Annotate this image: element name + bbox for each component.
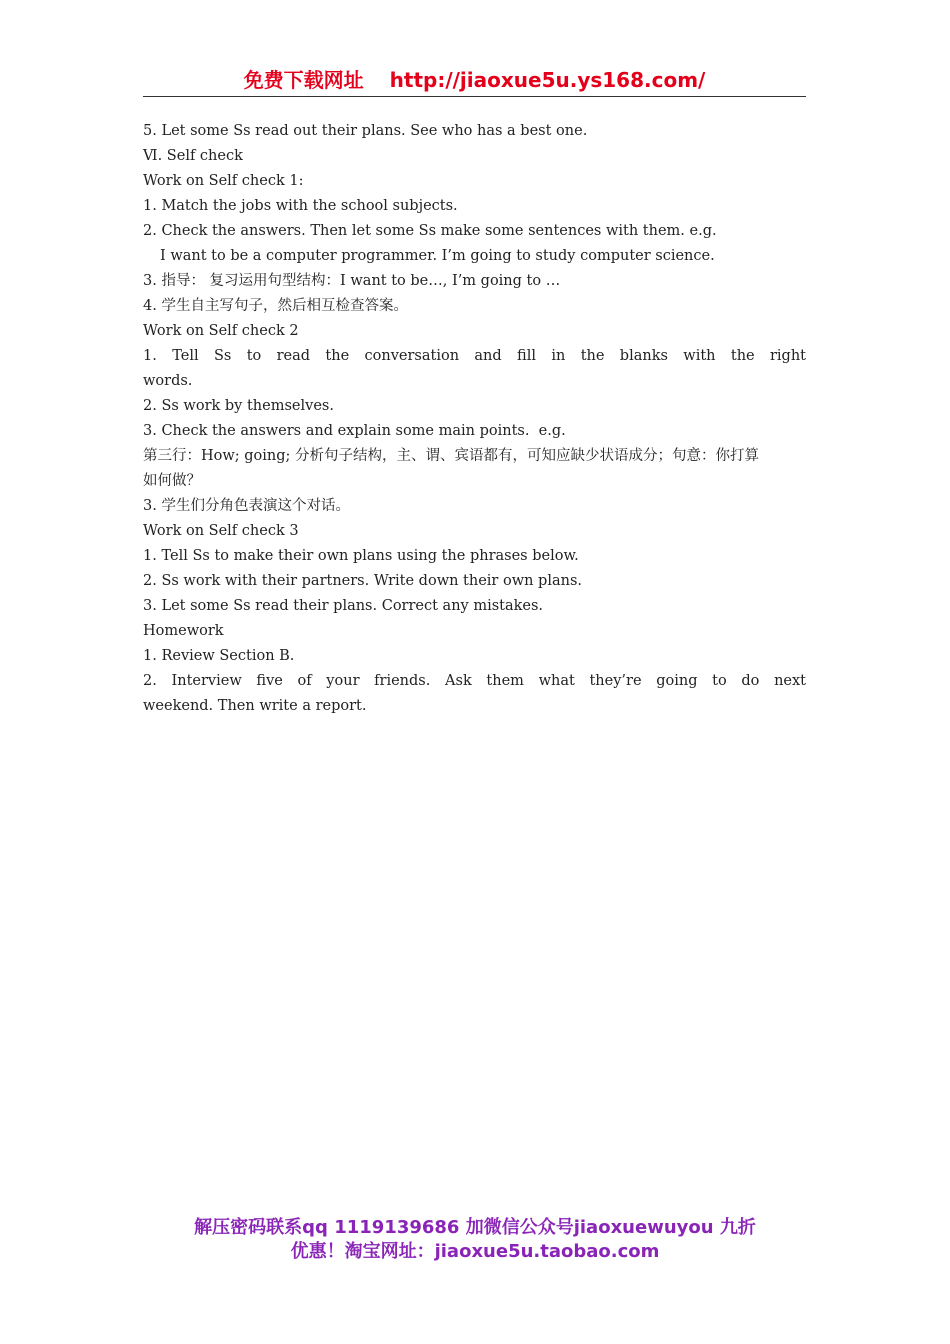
- text-line: 2. Interview five of your friends. Ask them what they’re going to do next: [143, 673, 806, 689]
- text-line: 4. 学生自主写句子，然后相互检查答案。: [143, 298, 408, 314]
- text-line: 如何做？: [143, 473, 201, 489]
- text-line: 第三行：How; going; 分析句子结构，主、谓、宾语都有，可知应缺少状语成分；句意：你打算: [143, 448, 760, 464]
- header-url-link[interactable]: http://jiaoxue5u.ys168.com/: [389, 68, 706, 92]
- text-line: 3. Check the answers and explain some main points. e.g.: [143, 423, 566, 439]
- document-body: [143, 119, 806, 719]
- text-line: 1. Match the jobs with the school subjects.: [143, 198, 458, 214]
- page-header: [143, 64, 806, 97]
- text-line: 1. Tell Ss to make their own plans using the phrases below.: [143, 548, 579, 564]
- example-sentence: I want to be a computer programmer. I’m going to study computer science.: [160, 248, 715, 264]
- text-line: 1. Review Section B.: [143, 648, 295, 664]
- text-line: 1. Tell Ss to read the conversation and fill in the blanks with the right: [143, 348, 806, 364]
- text-line: 3. 指导： 复习运用句型结构：I want to be…, I’m going to …: [143, 273, 561, 289]
- header-label: 免费下载网址: [243, 68, 364, 92]
- text-line: 2. Ss work by themselves.: [143, 398, 334, 414]
- text-line: 2. Check the answers. Then let some Ss make some sentences with them. e.g.: [143, 223, 717, 239]
- footer-line-2: 优惠！淘宝网址：jiaoxue5u.taobao.com: [290, 1241, 660, 1262]
- page-footer: [0, 1216, 950, 1264]
- text-line: 5. Let some Ss read out their plans. See who has a best one.: [143, 123, 588, 139]
- text-line: words.: [143, 373, 193, 389]
- subsection-heading: Work on Self check 2: [143, 323, 299, 339]
- footer-line-1: 解压密码联系qq 1119139686 加微信公众号jiaoxuewuyou 九折: [194, 1217, 756, 1238]
- subsection-heading: Work on Self check 3: [143, 523, 299, 539]
- section-heading: Ⅵ. Self check: [143, 148, 243, 164]
- text-line: 3. Let some Ss read their plans. Correct any mistakes.: [143, 598, 544, 614]
- text-line: weekend. Then write a report.: [143, 698, 367, 714]
- text-line: 3. 学生们分角色表演这个对话。: [143, 498, 350, 514]
- text-line: 2. Ss work with their partners. Write down their own plans.: [143, 573, 583, 589]
- section-heading: Homework: [143, 623, 224, 639]
- subsection-heading: Work on Self check 1:: [143, 173, 304, 189]
